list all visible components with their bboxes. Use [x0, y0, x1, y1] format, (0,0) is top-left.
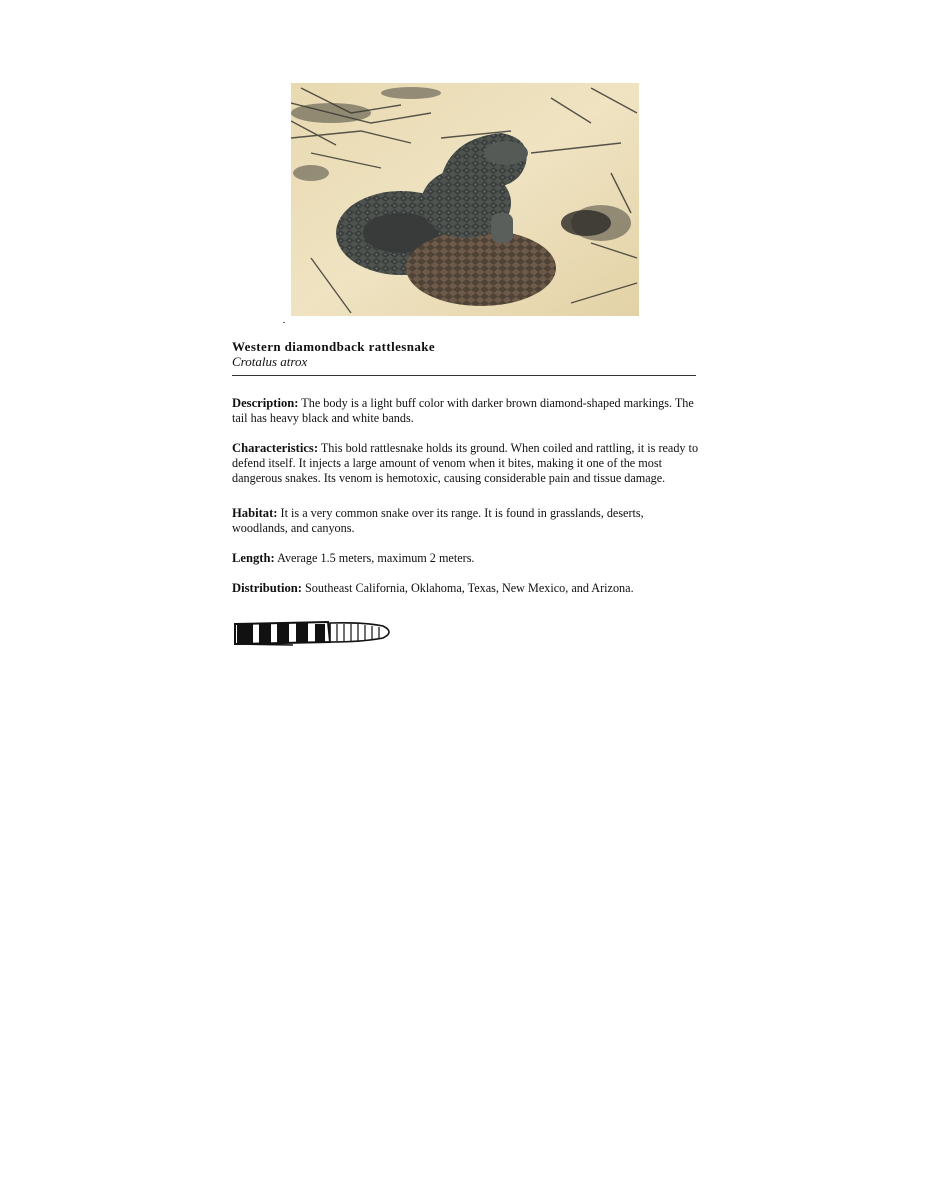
distribution-section: [232, 581, 702, 596]
description-text: The body is a light buff color with darker brown diamond-shaped markings. The tail has heavy black and white bands.: [232, 396, 694, 425]
stray-mark: [283, 322, 285, 323]
distribution-label: Distribution:: [232, 581, 302, 595]
distribution-text: Southeast California, Oklahoma, Texas, New Mexico, and Arizona.: [305, 581, 634, 595]
length-section: [232, 551, 702, 566]
common-name: Western diamondback rattlesnake: [232, 339, 436, 354]
description-section: [232, 396, 702, 426]
description-label: Description:: [232, 396, 299, 410]
header-divider: [232, 375, 696, 376]
banded-tail-rattle-icon: [233, 618, 395, 646]
habitat-section: [232, 506, 702, 536]
rattlesnake-photo: [291, 83, 639, 316]
species-details: [232, 396, 702, 611]
species-header: [232, 339, 696, 369]
habitat-text: It is a very common snake over its range. It is found in grasslands, deserts, woodlands, and canyons.: [232, 506, 644, 535]
length-label: Length:: [232, 551, 275, 565]
characteristics-label: Characteristics:: [232, 441, 319, 455]
habitat-label: Habitat:: [232, 506, 278, 520]
characteristics-text: This bold rattlesnake holds its ground. When coiled and rattling, it is ready to defend itself. It injects a large amount of venom when it bites, making it one of the most dangerous snakes. Its venom is hemotoxic, causing considerable pain and tissue damage.: [232, 441, 699, 485]
characteristics-section: [232, 441, 702, 486]
scientific-name: Crotalus atrox: [232, 354, 308, 369]
length-text: Average 1.5 meters, maximum 2 meters.: [277, 551, 475, 565]
